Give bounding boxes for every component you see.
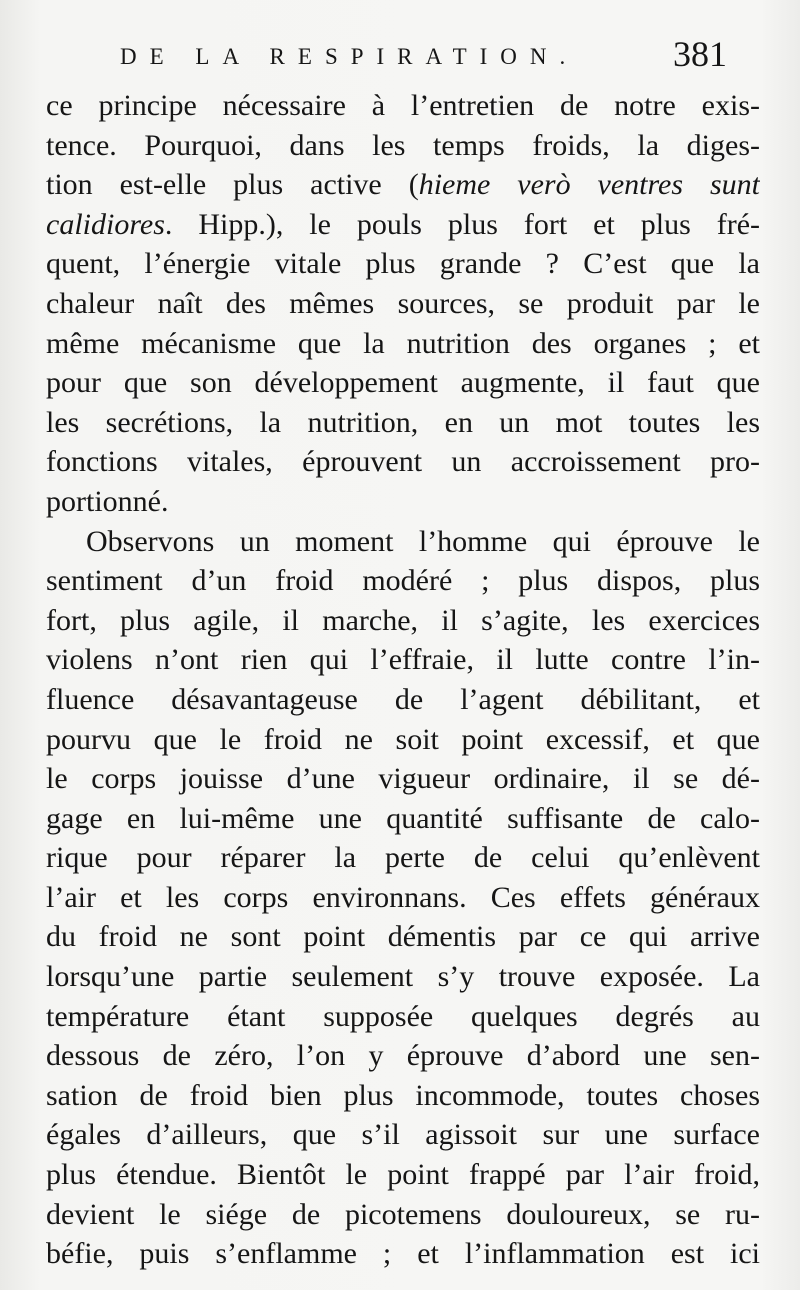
paragraph-first-line: Observons un moment l’homme qui éprouve le — [86, 524, 760, 558]
text-line: quent, l’énergie vitale plus grande ? C’est que la — [46, 247, 760, 281]
page-number: 381 — [673, 34, 727, 74]
paragraph-end-line: portionné. — [46, 484, 169, 518]
text-line: fluence désavantageuse de l’agent débilitant, et — [46, 682, 760, 716]
text-line: sentiment d’un froid modéré ; plus dispos, plus — [46, 564, 760, 598]
text-line: lorsqu’une partie seulement s’y trouve exposée. La — [46, 960, 760, 994]
text-line: température étant supposée quelques degrés au — [46, 999, 760, 1033]
text-line: plus étendue. Bientôt le point frappé par l’air froid, — [46, 1158, 760, 1192]
text-line: fort, plus agile, il marche, il s’agite, les exercices — [46, 603, 760, 637]
body-text — [46, 86, 760, 1274]
text-line: béfie, puis s’enflamme ; et l’inflammation est ici — [46, 1237, 760, 1271]
text-line: sation de froid bien plus incommode, toutes choses — [46, 1078, 760, 1112]
text-line: l’air et les corps environnans. Ces effets généraux — [46, 880, 760, 914]
text-line: tence. Pourquoi, dans les temps froids, la diges- — [46, 128, 760, 162]
text-line: rique pour réparer la perte de celui qu’enlèvent — [46, 841, 760, 875]
text-line: du froid ne sont point démentis par ce qui arrive — [46, 920, 760, 954]
page-header — [120, 34, 780, 84]
text-line: tion est-elle plus active (hieme verò ventres sunt — [46, 168, 760, 202]
text-line: ce principe nécessaire à l’entretien de notre exis- — [46, 89, 760, 122]
text-line: devient le siége de picotemens douloureux, se ru- — [46, 1197, 760, 1231]
text-line: fonctions vitales, éprouvent un accroissement pro- — [46, 445, 760, 479]
text-line: même mécanisme que la nutrition des organes ; et — [46, 326, 760, 360]
text-line: violens n’ont rien qui l’effraie, il lutte contre l’in- — [46, 643, 760, 677]
text-line: le corps jouisse d’une vigueur ordinaire, il se dé- — [46, 762, 760, 796]
text-line: les secrétions, la nutrition, en un mot toutes les — [46, 405, 760, 439]
text-line: dessous de zéro, l’on y éprouve d’abord une sen- — [46, 1039, 760, 1073]
text-line: calidiores. Hipp.), le pouls plus fort et plus fré- — [46, 207, 760, 241]
running-title: DE LA RESPIRATION. — [120, 44, 579, 69]
text-line: chaleur naît des mêmes sources, se produit par le — [46, 286, 760, 320]
text-line: pourvu que le froid ne soit point excessif, et que — [46, 722, 760, 756]
text-line: pour que son développement augmente, il faut que — [46, 366, 760, 400]
text-line: gage en lui-même une quantité suffisante de calo- — [46, 801, 760, 835]
text-line: égales d’ailleurs, que s’il agissoit sur une surface — [46, 1118, 760, 1152]
